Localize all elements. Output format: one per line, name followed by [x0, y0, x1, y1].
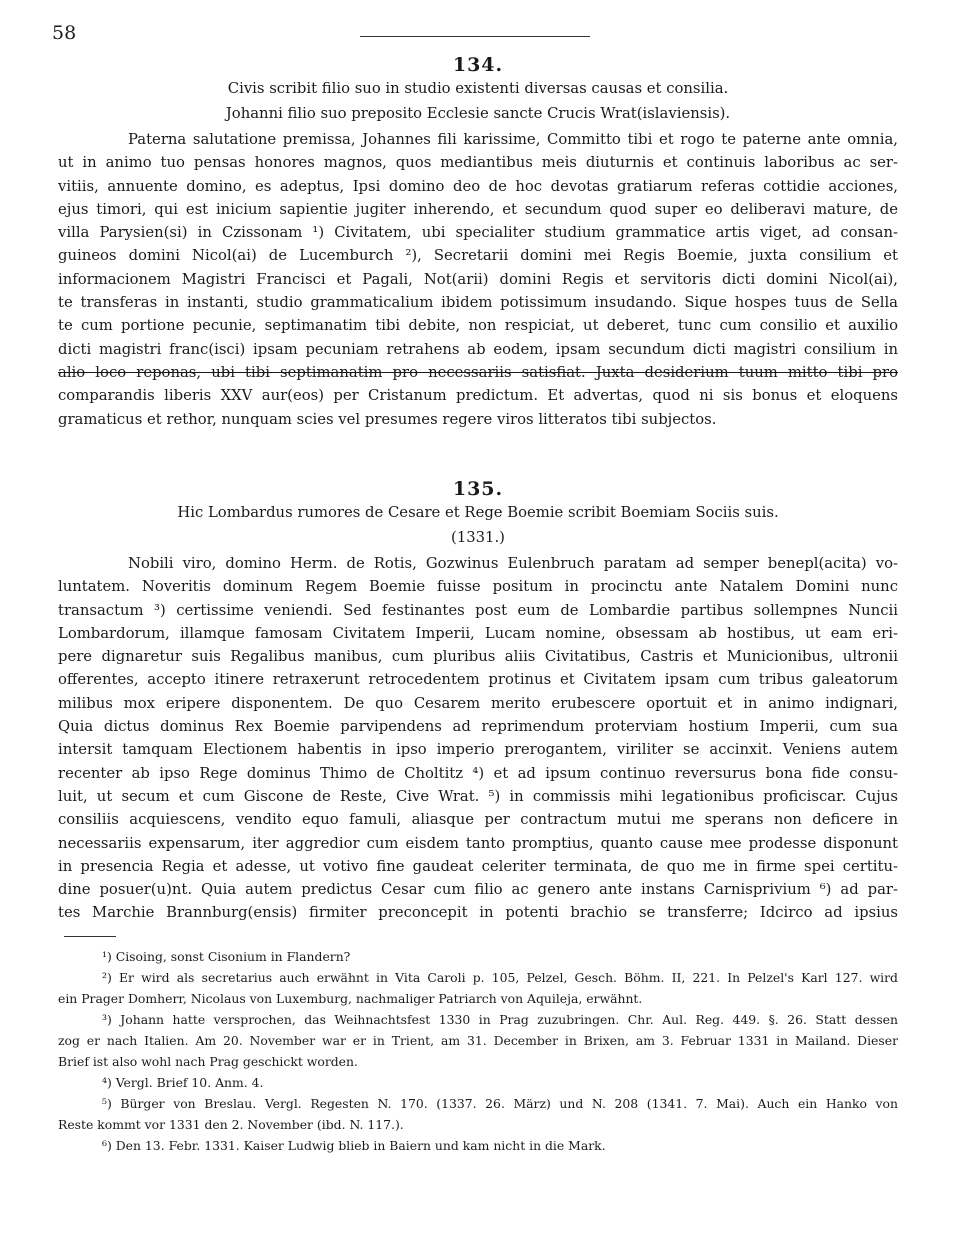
letter-number: 135.	[452, 478, 504, 500]
letter-134	[58, 54, 898, 431]
footnotes	[58, 946, 898, 1156]
text-line: guineos domini Nicol(ai) de Lucemburch ²), Secretarii domini mei Regis Boemie, juxta consilium et	[58, 247, 898, 265]
footnote-3	[58, 1009, 898, 1072]
footnote-line: ein Prager Domherr, Nicolaus von Luxemburg, nachmaliger Patriarch von Aquileja, erwähnt.	[58, 991, 643, 1006]
page-number: 58	[52, 22, 77, 44]
text-line: informacionem Magistri Francisci et Pagali, Not(arii) domini Regis et servitoris dicti domini Nicol(ai),	[58, 270, 898, 288]
letter-address: Johanni filio suo preposito Ecclesie sancte Crucis Wrat(islaviensis).	[225, 105, 731, 122]
letter-body	[58, 128, 898, 431]
text-line: offerentes, accepto itinere retraxerunt retrocedentem protinus et Civitatem ipsam cum tribus galeatorum	[58, 671, 898, 689]
text-line: luit, ut secum et cum Giscone de Reste, Cive Wrat. ⁵) in commissis mihi legationibus proficiscar. Cujus	[58, 787, 898, 805]
text-line: Paterna salutatione premissa, Johannes fili karissime, Committo tibi et rogo te paterne ante omnia,	[128, 131, 898, 148]
footnote-line: ⁵) Bürger von Breslau. Vergl. Regesten N. 170. (1337. 26. März) und N. 208 (1341. 7. Mai). Auch ein Hanko von	[102, 1096, 898, 1111]
text-line: recenter ab ipso Rege dominus Thimo de Choltitz ⁴) et ad ipsum continuo reversurus bona fide consu-	[58, 764, 898, 782]
text-line: ut in animo tuo pensas honores magnos, quos mediantibus meis diuturnis et continuis laboribus ac ser-	[58, 154, 898, 172]
text-line: ejus timori, qui est inicium sapientie jugiter inherendo, et secundum quod super eo deliberavi mature, de	[58, 200, 898, 218]
footnote-1	[58, 946, 898, 967]
footnote-6	[58, 1135, 898, 1156]
text-line: dicti magistri franc(isci) ipsam pecuniam retrahens ab eodem, ipsam secundum dicti magistri consilium in	[58, 340, 898, 358]
letter-body	[58, 552, 898, 925]
letter-summary: Civis scribit filio suo in studio existenti diversas causas et consilia.	[227, 80, 729, 97]
struck-text-line: alio loco reponas, ubi tibi septimanatim pro necessariis satisfiat. Juxta desiderium tuum mitto tibi pro	[58, 363, 898, 381]
letter-135	[58, 478, 898, 925]
text-line: Nobili viro, domino Herm. de Rotis, Gozwinus Eulenbruch paratam ad semper benepl(acita) vo-	[128, 555, 898, 572]
text-line: intersit tamquam Electionem habentis in ipso imperio prerogantem, viriliter se accinxit. Veniens autem	[58, 741, 898, 759]
footnote-4	[58, 1072, 898, 1093]
text-line: dine posuer(u)nt. Quia autem predictus Cesar cum filio ac genero ante instans Carnisprivium ⁶) ad par-	[58, 881, 898, 899]
text-line: tes Marchie Brannburg(ensis) firmiter preconcepit in potenti brachio se transferre; Idcirco ad ipsius	[58, 904, 898, 922]
text-line: comparandis liberis XXV aur(eos) per Cristanum predictum. Et advertas, quod ni sis bonus et eloquens	[58, 387, 898, 405]
letter-number: 134.	[452, 54, 504, 76]
text-line: vitiis, annuente domino, es adeptus, Ipsi domino deo de hoc devotas gratiarum referas cottidie acciones,	[58, 177, 898, 195]
footnote-line: Reste kommt vor 1331 den 2. November (ibd. N. 117.).	[58, 1117, 404, 1132]
text-line: in presencia Regia et adesse, ut votivo fine gaudeat celeriter terminata, de quo me in firme spei certitu-	[58, 857, 898, 875]
letter-date: (1331.)	[451, 529, 505, 546]
text-line: te cum portione pecunie, septimanatim tibi debite, non respiciat, ut deberet, tunc cum consilio et auxilio	[58, 317, 898, 335]
text-line: te transferas in instanti, studio grammaticalium ibidem potissimum insudando. Sique hospes tuus de Sella	[58, 294, 898, 312]
footnote-line: ⁶) Den 13. Febr. 1331. Kaiser Ludwig blieb in Baiern und kam nicht in die Mark.	[102, 1138, 606, 1153]
text-line: necessariis expensarum, iter aggredior cum eisdem tanto promptius, quanto cause mee prodesse disponunt	[58, 834, 898, 852]
text-line: Quia dictus dominus Rex Boemie parvipendens ad reprimendum proterviam hostium Imperii, cum sua	[58, 718, 898, 736]
text-line: pere dignaretur suis Regalibus manibus, cum pluribus aliis Civitatibus, Castris et Municionibus, ultronii	[58, 648, 898, 666]
footnote-2	[58, 967, 898, 1009]
footnote-line: ³) Johann hatte versprochen, das Weihnachtsfest 1330 in Prag zuzubringen. Chr. Aul. Reg. 449. §. 26. Statt dessen	[102, 1012, 898, 1027]
footnote-line: ²) Er wird als secretarius auch erwähnt in Vita Caroli p. 105, Pelzel, Gesch. Böhm. II, 221. In Pelzel's Karl 127. wird	[102, 970, 898, 985]
text-line: villa Parysien(si) in Czissonam ¹) Civitatem, ubi specialiter studium grammatice artis viget, ad consan-	[58, 224, 898, 242]
top-rule	[360, 36, 590, 37]
text-line: transactum ³) certissime veniendi. Sed festinantes post eum de Lombardie partibus sollempnes Nuncii	[58, 601, 898, 619]
text-line: luntatem. Noveritis dominum Regem Boemie fuisse positum in procinctu ante Natalem Domini nunc	[58, 578, 898, 596]
text-line: Lombardorum, illamque famosam Civitatem Imperii, Lucam nomine, obsessam ab hostibus, ut eam eri-	[58, 624, 898, 642]
footnote-rule	[64, 936, 116, 937]
footnote-line: Brief ist also wohl nach Prag geschickt worden.	[58, 1054, 358, 1069]
text-line: consiliis acquiescens, vendito equo famuli, aliasque per contractum mutui me sperans non deficere in	[58, 811, 898, 829]
text-line: milibus mox eripere disponentem. De quo Cesarem merito erubescere oportuit et in animo indignari,	[58, 694, 898, 712]
letter-summary: Hic Lombardus rumores de Cesare et Rege Boemie scribit Boemiam Sociis suis.	[177, 504, 779, 521]
footnote-line: zog er nach Italien. Am 20. November war er in Trient, am 31. December in Brixen, am 3. Februar 1331 in Mailand. Dieser	[58, 1033, 898, 1048]
footnote-5	[58, 1093, 898, 1135]
footnote-line: ⁴) Vergl. Brief 10. Anm. 4.	[102, 1075, 264, 1090]
text-line: gramaticus et rethor, nunquam scies vel presumes regere viros litteratos tibi subjectos.	[58, 410, 717, 428]
footnote-line: ¹) Cisoing, sonst Cisonium in Flandern?	[102, 949, 351, 964]
